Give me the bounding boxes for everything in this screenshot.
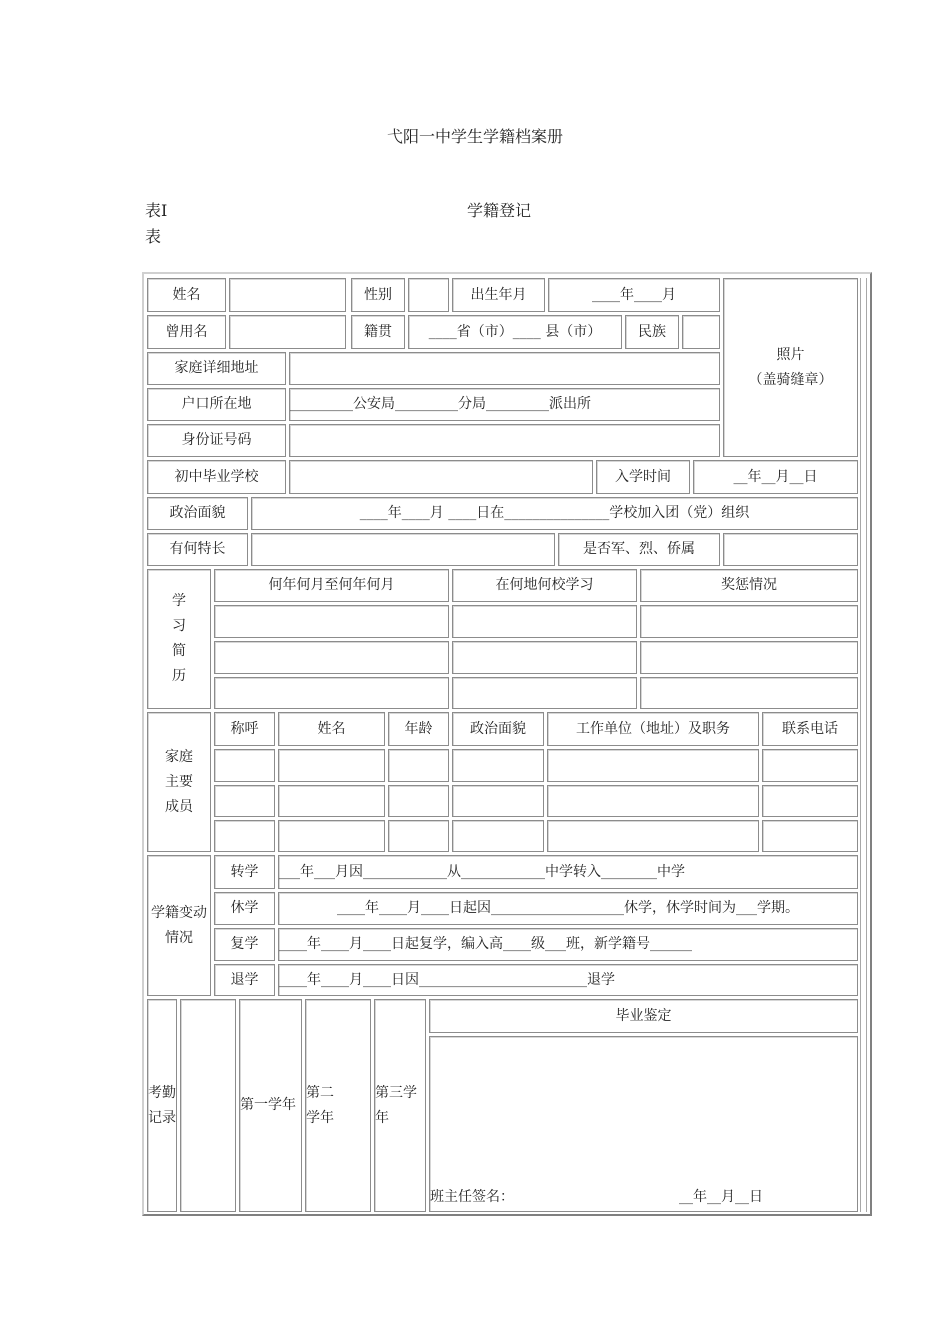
study-row-cell — [214, 641, 449, 674]
household-field: _________公安局_________分局_________派出所 — [289, 388, 720, 421]
study-col-period: 何年何月至何年何月 — [214, 569, 449, 602]
native-place-field: ____省（市）____ 县（市） — [408, 315, 622, 349]
military-family-field — [723, 533, 858, 566]
study-col-awards: 奖惩情况 — [640, 569, 858, 602]
transfer-field: ___年___月因____________从____________中学转入________中学 — [278, 855, 858, 889]
status-change-label-line: 情况 — [165, 929, 193, 946]
family-row-cell — [388, 785, 449, 817]
family-label-line: 家庭 — [165, 748, 193, 765]
family-row-cell — [278, 749, 385, 782]
table-number-wrap: 表 — [145, 227, 162, 246]
household-label: 户口所在地 — [147, 388, 286, 421]
family-row-cell — [762, 749, 858, 782]
study-row-cell — [214, 677, 449, 709]
family-col-work: 工作单位（地址）及职务 — [547, 712, 759, 746]
address-field — [289, 352, 720, 385]
family-row-cell — [278, 785, 385, 817]
family-col-age: 年龄 — [388, 712, 449, 746]
suspension-label: 休学 — [214, 892, 275, 925]
ethnicity-label: 民族 — [625, 315, 679, 349]
photo-label: 照片 — [776, 346, 805, 363]
family-row-cell — [547, 820, 759, 852]
gender-label: 性别 — [351, 278, 405, 312]
status-change-label — [147, 855, 211, 996]
former-name-field — [229, 315, 346, 349]
political-label: 政治面貌 — [147, 497, 248, 530]
section-title: 学籍登记 — [467, 201, 532, 220]
birth-field: ____年____月 — [548, 278, 720, 312]
study-row-cell — [214, 605, 449, 638]
family-row-cell — [452, 820, 544, 852]
transfer-label: 转学 — [214, 855, 275, 889]
graduation-appraisal-field — [429, 1036, 858, 1212]
family-row-cell — [214, 820, 275, 852]
junior-school-field — [289, 460, 593, 494]
study-history-label — [147, 569, 211, 709]
study-row-cell — [452, 605, 637, 638]
table-edge-strip — [860, 278, 867, 1212]
document-title: 弋阳一中学生学籍档案册 — [386, 127, 563, 146]
address-label: 家庭详细地址 — [147, 352, 286, 385]
birth-label: 出生年月 — [452, 278, 545, 312]
family-label — [147, 712, 211, 852]
attendance-year-1: 第一学年 — [239, 999, 302, 1212]
gender-field — [408, 278, 449, 312]
family-row-cell — [762, 785, 858, 817]
suspension-field: ____年____月____日起因___________________休学，休学时间为___学期。 — [278, 892, 858, 925]
id-number-field — [289, 424, 720, 457]
status-change-label-line: 学籍变动 — [151, 904, 207, 921]
family-row-cell — [278, 820, 385, 852]
family-col-phone: 联系电话 — [762, 712, 858, 746]
attendance-year-2 — [305, 999, 371, 1212]
withdrawal-field: ____年____月____日因________________________退学 — [278, 964, 858, 996]
resumption-label: 复学 — [214, 928, 275, 961]
family-label-line: 主要 — [165, 773, 193, 790]
study-row-cell — [640, 677, 858, 709]
attendance-blank-cell — [180, 999, 236, 1212]
former-name-label: 曾用名 — [147, 315, 226, 349]
enroll-date-field: __年__月__日 — [693, 460, 858, 494]
study-row-cell — [452, 641, 637, 674]
study-history-label-char: 历 — [172, 668, 186, 684]
attendance-year-3 — [374, 999, 426, 1212]
family-row-cell — [452, 785, 544, 817]
photo-cell — [723, 278, 858, 457]
family-row-cell — [388, 749, 449, 782]
family-row-cell — [388, 820, 449, 852]
study-row-cell — [640, 605, 858, 638]
political-field: ____年____月 ____日在_______________学校加入团（党）组织 — [251, 497, 858, 530]
ethnicity-field — [682, 315, 720, 349]
family-row-cell — [214, 749, 275, 782]
family-row-cell — [547, 749, 759, 782]
family-col-relation: 称呼 — [214, 712, 275, 746]
name-label: 姓名 — [147, 278, 226, 312]
family-row-cell — [452, 749, 544, 782]
family-col-name: 姓名 — [278, 712, 385, 746]
native-place-label: 籍贯 — [351, 315, 405, 349]
attendance-label-text: 考勤记录 — [148, 1084, 176, 1126]
specialty-field — [251, 533, 555, 566]
family-row-cell — [547, 785, 759, 817]
id-number-label: 身份证号码 — [147, 424, 286, 457]
family-label-line: 成员 — [165, 798, 193, 815]
study-history-label-char: 学 — [172, 593, 186, 609]
graduation-date-field: __年__月__日 — [679, 1189, 763, 1205]
military-family-label: 是否军、烈、侨属 — [558, 533, 720, 566]
study-row-cell — [640, 641, 858, 674]
study-history-label-char: 简 — [172, 643, 186, 659]
attendance-year-2-text: 第二学年 — [306, 1084, 334, 1126]
family-row-cell — [762, 820, 858, 852]
junior-school-label: 初中毕业学校 — [147, 460, 286, 494]
photo-note: （盖骑缝章） — [748, 371, 833, 388]
attendance-label — [147, 999, 177, 1212]
family-col-political: 政治面貌 — [452, 712, 544, 746]
specialty-label: 有何特长 — [147, 533, 248, 566]
table-number: 表Ⅰ — [145, 201, 168, 220]
study-history-label-char: 习 — [172, 618, 186, 634]
withdrawal-label: 退学 — [214, 964, 275, 996]
head-teacher-signature-label: 班主任签名： — [430, 1189, 514, 1205]
family-row-cell — [214, 785, 275, 817]
attendance-year-3-text: 第三学年 — [375, 1084, 417, 1126]
enroll-date-label: 入学时间 — [596, 460, 690, 494]
study-row-cell — [452, 677, 637, 709]
resumption-field: ____年____月____日起复学，编入高____级___班，新学籍号______ — [278, 928, 858, 961]
name-field — [229, 278, 346, 312]
study-col-school: 在何地何校学习 — [452, 569, 637, 602]
graduation-header: 毕业鉴定 — [429, 999, 858, 1033]
